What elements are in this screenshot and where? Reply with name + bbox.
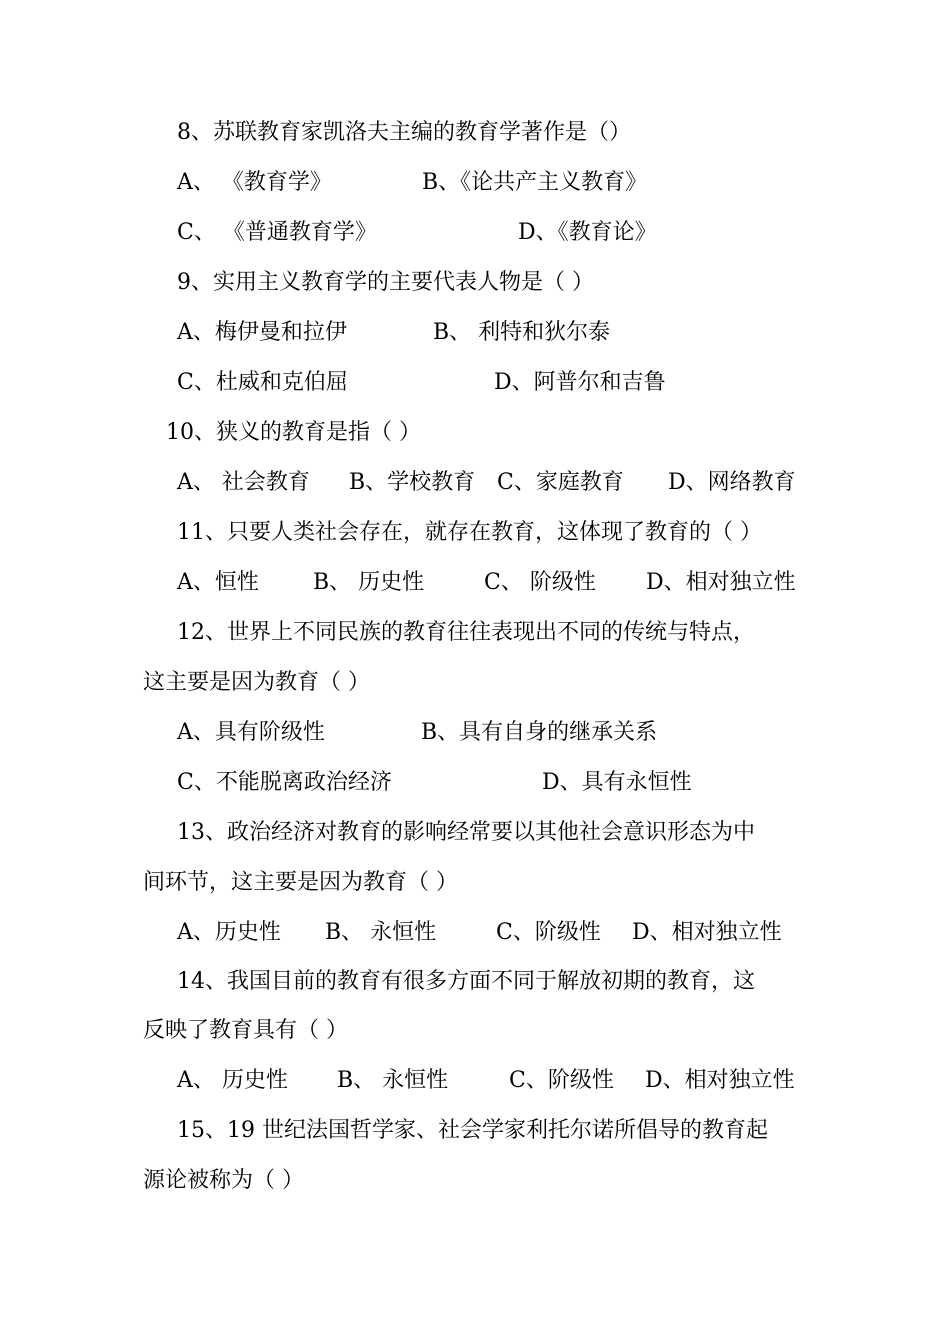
question-12-stem-line-1: 12、世界上不同民族的教育往往表现出不同的传统与特点， [177, 620, 755, 645]
question-9-option-a: A、梅伊曼和拉伊 [177, 320, 347, 345]
question-15-stem-line-1: 15、19 世纪法国哲学家、社会学家利托尔诺所倡导的教育起 [177, 1118, 768, 1143]
question-10-option-b: B、学校教育 [349, 470, 476, 495]
question-10-stem: 10、狭义的教育是指（ ） [166, 420, 421, 445]
question-14-option-d: D、相对独立性 [645, 1068, 795, 1093]
question-12-option-a: A、具有阶级性 [177, 720, 325, 745]
question-11-option-b: B、 历史性 [313, 570, 425, 595]
question-12-option-b: B、具有自身的继承关系 [421, 720, 658, 745]
question-11-option-a: A、恒性 [177, 570, 259, 595]
question-13-option-c: C、阶级性 [496, 920, 601, 945]
question-8-option-c: C、 《普通教育学》 [177, 220, 377, 245]
question-15-stem-line-2: 源论被称为（ ） [143, 1168, 304, 1193]
question-11-stem: 11、只要人类社会存在，就存在教育，这体现了教育的（ ） [177, 520, 762, 545]
question-8-option-a: A、 《教育学》 [177, 170, 332, 195]
question-11-option-c: C、 阶级性 [484, 570, 596, 595]
question-8-option-d: D、《教育论》 [518, 220, 657, 245]
question-14-stem-line-1: 14、我国目前的教育有很多方面不同于解放初期的教育，这 [177, 969, 755, 994]
question-10-option-a: A、 社会教育 [177, 470, 310, 495]
question-13-stem-line-2: 间环节，这主要是因为教育（ ） [143, 870, 458, 895]
question-12-option-d: D、具有永恒性 [542, 770, 692, 795]
question-11-option-d: D、相对独立性 [646, 570, 796, 595]
question-13-stem-line-1: 13、政治经济对教育的影响经常要以其他社会意识形态为中 [177, 820, 755, 845]
question-14-option-b: B、 永恒性 [337, 1068, 449, 1093]
question-12-stem-line-2: 这主要是因为教育（ ） [143, 670, 370, 695]
question-9-option-b: B、 利特和狄尔泰 [433, 320, 611, 345]
question-12-option-c: C、不能脱离政治经济 [177, 770, 392, 795]
question-8-stem: 8、苏联教育家凯洛夫主编的教育学著作是（） [177, 120, 631, 145]
question-10-option-d: D、网络教育 [668, 470, 796, 495]
question-8-option-b: B、《论共产主义教育》 [422, 170, 648, 195]
question-10-option-c: C、家庭教育 [497, 470, 624, 495]
question-9-option-c: C、杜威和克伯屈 [177, 370, 348, 395]
question-14-stem-line-2: 反映了教育具有（ ） [143, 1018, 348, 1043]
question-13-option-b: B、 永恒性 [325, 920, 437, 945]
question-13-option-d: D、相对独立性 [632, 920, 782, 945]
question-14-option-a: A、 历史性 [177, 1068, 288, 1093]
question-9-option-d: D、阿普尔和吉鲁 [494, 370, 666, 395]
question-9-stem: 9、实用主义教育学的主要代表人物是（ ） [177, 270, 594, 295]
question-13-option-a: A、历史性 [177, 920, 281, 945]
question-14-option-c: C、阶级性 [509, 1068, 614, 1093]
